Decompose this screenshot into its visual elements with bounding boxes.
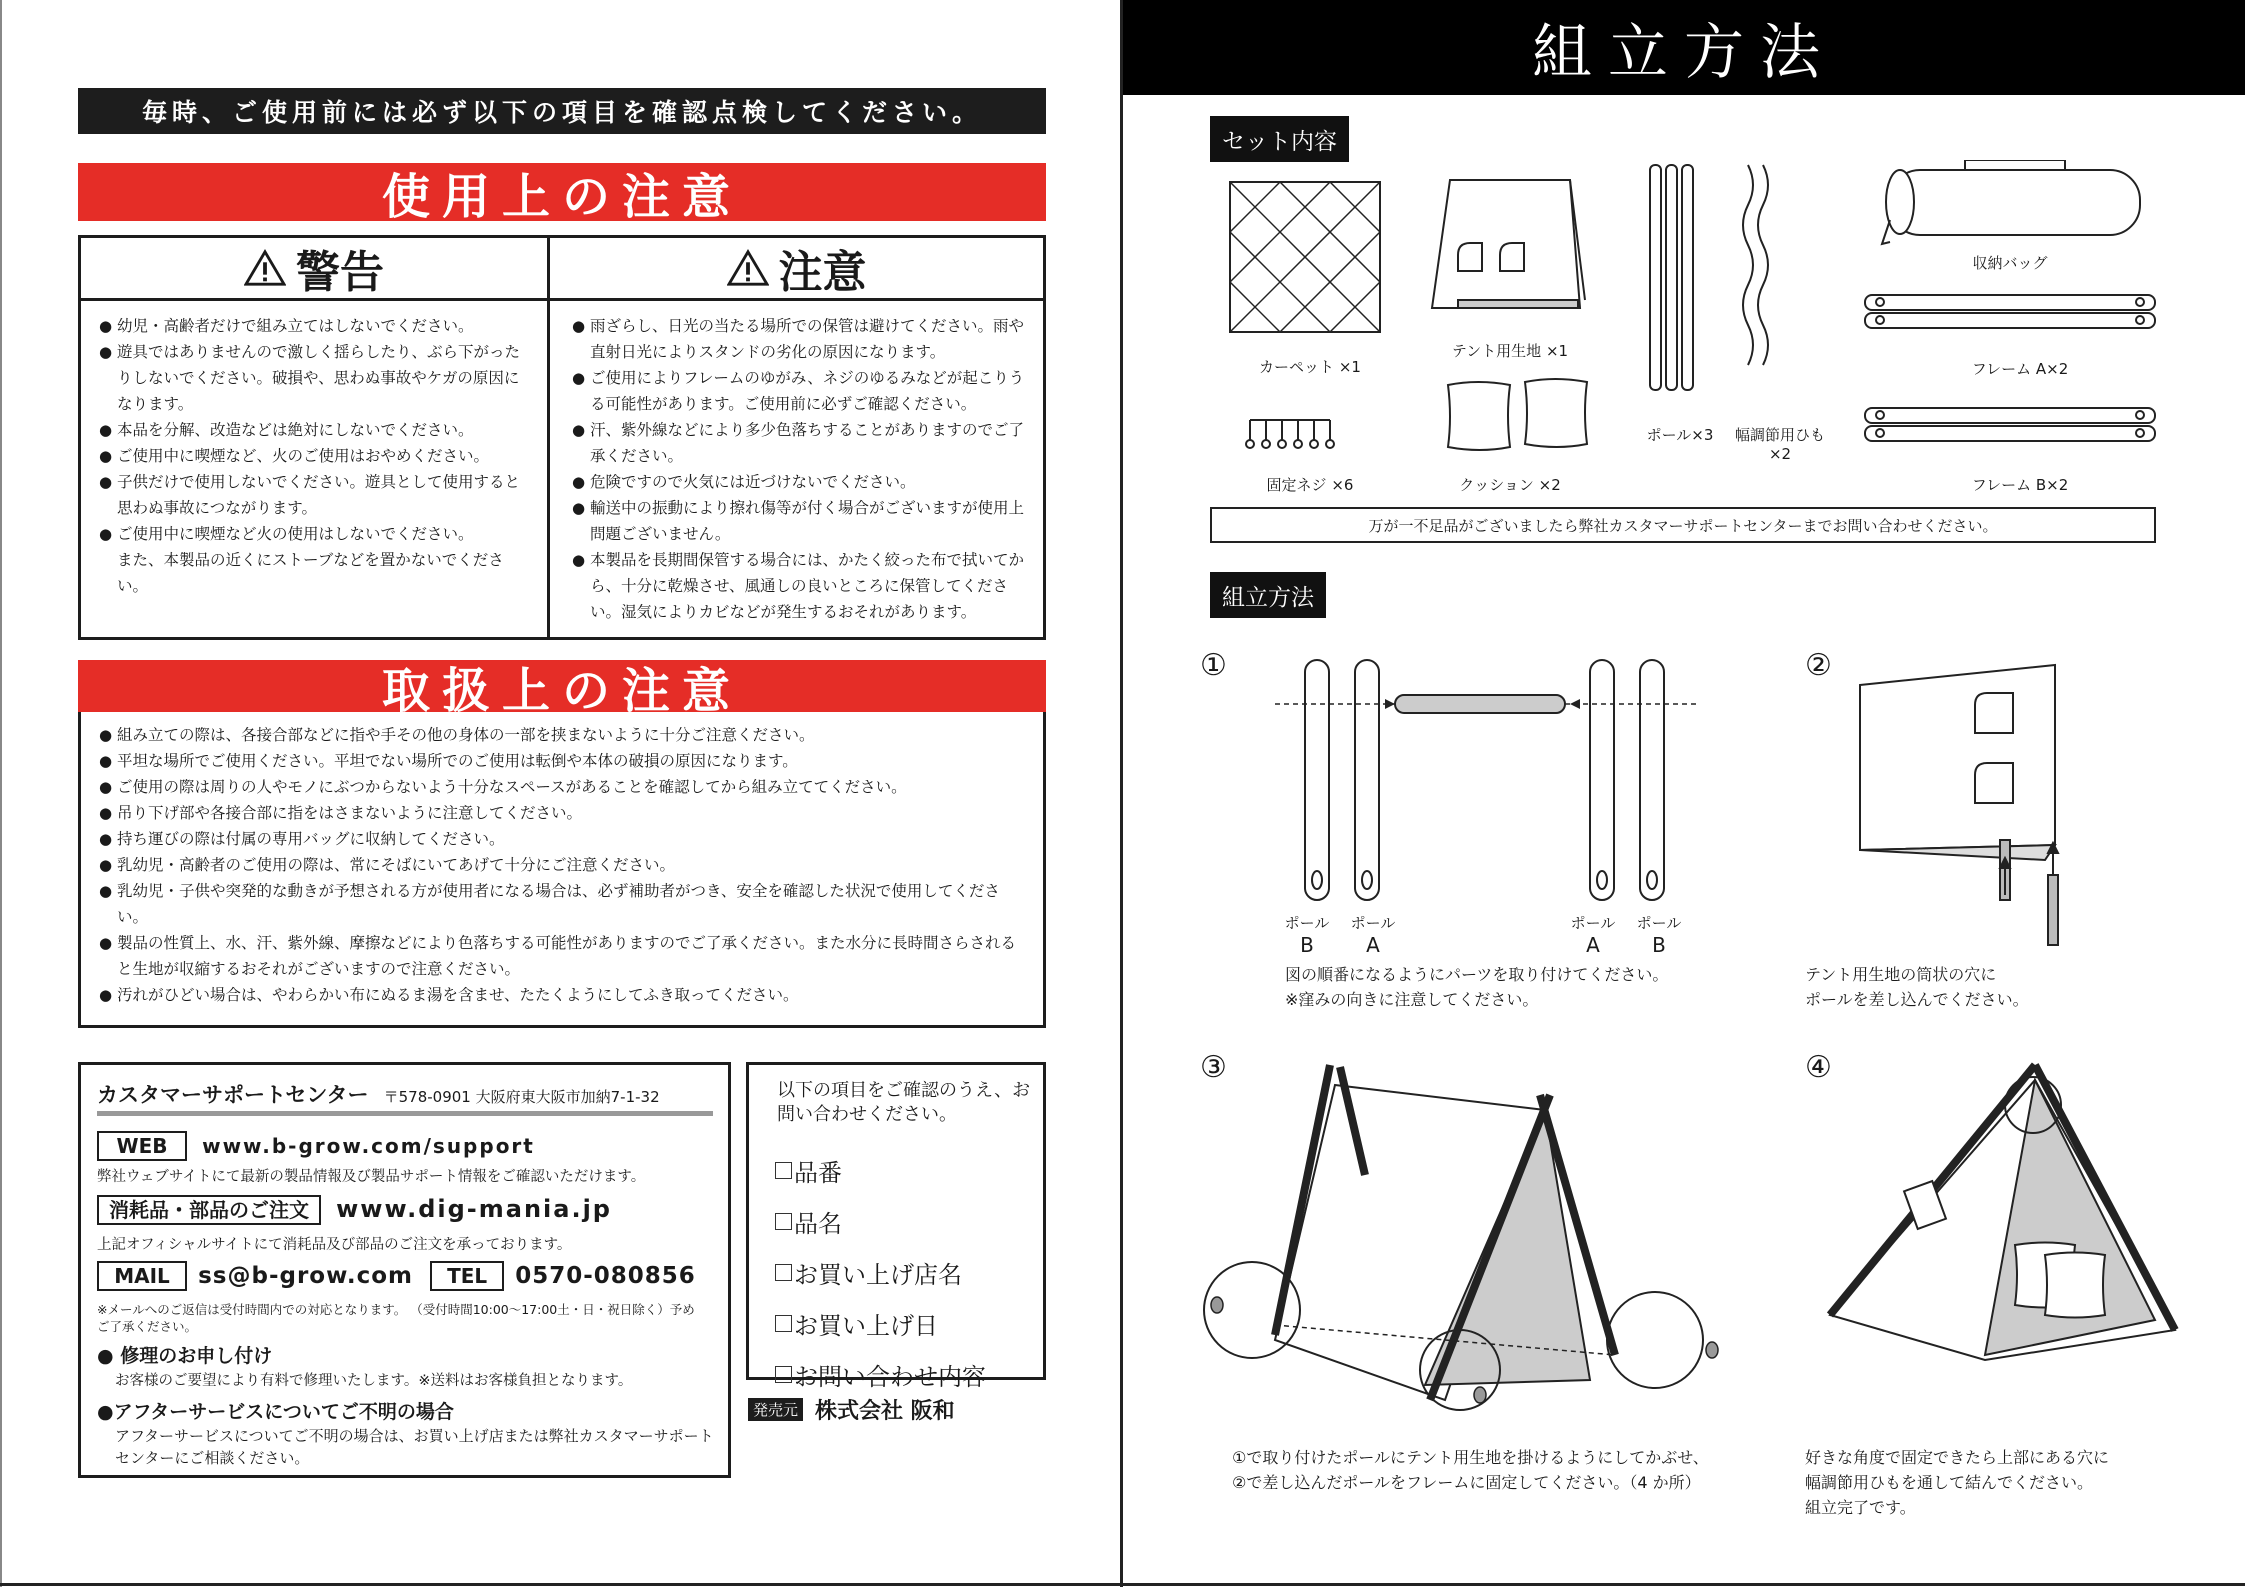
warning-column — [81, 238, 547, 599]
list-item: ● 危険ですので火気には近づけないでください。 — [572, 469, 1029, 495]
strings-illustration — [1743, 165, 1768, 365]
support-center-title: カスタマーサポートセンター — [97, 1083, 369, 1107]
warning-heading-text: 警告 — [296, 247, 384, 298]
step-3-number: ③ — [1200, 1050, 1227, 1085]
checklist-label: お問い合わせ内容 — [794, 1363, 986, 1391]
checkbox-icon — [775, 1366, 792, 1383]
seller-tag: 発売元 — [748, 1398, 803, 1421]
list-item: ● 吊り下げ部や各接合部に指をはさまないように注意してください。 — [99, 800, 1029, 826]
string-label: 幅調節用ひも×2 — [1734, 426, 1825, 463]
list-item: ● ご使用中に喫煙など、火のご使用はおやめください。 — [99, 443, 533, 469]
parts-row — [97, 1195, 612, 1225]
support-contact-box — [78, 1062, 731, 1478]
tent-fabric-label: テント用生地 ×1 — [1451, 342, 1569, 360]
step-2-diagram — [1855, 660, 2075, 950]
mail-note: ※メールへのご返信は受付時間内での対応となります。 （受付時間10:00〜17:00土・日・祝日除く）予めご了承ください。 — [97, 1302, 695, 1334]
checklist — [775, 1153, 986, 1408]
assembly-tag: 組立方法 — [1210, 572, 1326, 618]
parts-order-tag: 消耗品・部品のご注文 — [97, 1195, 321, 1225]
checklist-label: お買い上げ店名 — [794, 1261, 962, 1289]
web-url[interactable]: www.b-grow.com/support — [202, 1134, 535, 1158]
list-item: ● ご使用によりフレームのゆがみ、ネジのゆるみなどが起こりうる可能性があります。ご使用前に必ずご確認ください。 — [572, 365, 1029, 417]
step-3-diagram — [1195, 1055, 1735, 1415]
list-item: ● 持ち運びの際は付属の専用バッグに収納してください。 — [99, 826, 1029, 852]
step-4-number: ④ — [1805, 1050, 1832, 1085]
checklist-item — [775, 1357, 986, 1392]
pole-label: ポール×3 — [1646, 426, 1714, 444]
checklist-item — [775, 1204, 986, 1239]
list-item: ● 輸送中の振動により擦れ傷等が付く場合がございますが使用上問題ございません。 — [572, 495, 1029, 547]
caution-list — [550, 301, 1043, 625]
bottom-border — [0, 1583, 2245, 1586]
contact-header — [97, 1079, 717, 1109]
support-address: 〒578-0901 大阪府東大阪市加納7-1-32 — [383, 1088, 660, 1106]
warning-list — [81, 301, 547, 599]
checklist-intro: 以下の項目をご確認のうえ、お問い合わせください。 — [777, 1080, 1031, 1125]
tel-number[interactable]: 0570-080856 — [515, 1263, 696, 1289]
list-item: ● 乳幼児・高齢者のご使用の際は、常にそばにいてあげて十分にご注意ください。 — [99, 852, 1029, 878]
usage-title: 使用上の注意 — [78, 163, 1046, 221]
handling-list — [81, 712, 1043, 1008]
list-item: ● 組み立ての際は、各接合部などに指や手その他の身体の一部を挟まないように十分ご注意ください。 — [99, 722, 1029, 748]
list-item: ● 汚れがひどい場合は、やわらかい布にぬるま湯を含ませ、たたくようにしてふき取ってください。 — [99, 982, 1029, 1008]
carpet-illustration — [1230, 182, 1380, 332]
checkbox-icon — [775, 1213, 792, 1230]
warning-triangle-icon — [244, 249, 286, 287]
poles-illustration — [1650, 165, 1693, 390]
list-item-continuation: また、本製品の近くにストーブなどを置かないでください。 — [117, 551, 504, 595]
step-1-diagram — [1260, 655, 1710, 915]
checklist-label: お買い上げ日 — [794, 1312, 938, 1340]
mail-address[interactable]: ss@b-grow.com — [198, 1263, 414, 1289]
list-item: ● ご使用の際は周りの人やモノにぶつからないよう十分なスペースがあることを確認してから組み立ててください。 — [99, 774, 1029, 800]
parts-note: 上記オフィシャルサイトにて消耗品及び部品のご注文を承っております。 — [97, 1237, 572, 1253]
frame-b-illustration — [1865, 408, 2155, 441]
list-item: ● 遊具ではありませんので激しく揺らしたり、ぶら下がったりしないでください。破損や、思わぬ事故やケガの原因になります。 — [99, 339, 533, 417]
list-item: ● 子供だけで使用しないでください。遊具として使用すると思わぬ事故につながります。 — [99, 469, 533, 521]
set-contents-tag: セット内容 — [1210, 116, 1349, 162]
seller-row — [748, 1394, 955, 1425]
handling-title: 取扱上の注意 — [78, 660, 1046, 712]
step-1-instructions: 図の順番になるようにパーツを取り付けてください。 ※窪みの向きに注意してください。 — [1285, 965, 1669, 1009]
list-item: ● 本製品を長期間保管する場合には、かたく絞った布で拭いてから、十分に乾燥させ、風通しの良いところに保管してください。湿気によりカビなどが発生するおそれがあります。 — [572, 547, 1029, 625]
tel-tag: TEL — [430, 1261, 504, 1291]
frame-b-label: フレーム B×2 — [1971, 476, 2069, 494]
list-item: ● 本品を分解、改造などは絶対にしないでください。 — [99, 417, 533, 443]
repair-title: ● 修理のお申し付け — [97, 1345, 273, 1367]
pole-b-right-label: ポール B — [1636, 914, 1682, 957]
contact-rule — [97, 1111, 713, 1116]
handling-box — [78, 660, 1046, 1028]
list-item: ● 汗、紫外線などにより多少色落ちすることがありますのでご了承ください。 — [572, 417, 1029, 469]
parts-illustration — [1200, 160, 2210, 500]
checklist-item — [775, 1255, 986, 1290]
screw-label: 固定ネジ ×6 — [1266, 476, 1354, 494]
bag-label: 収納バッグ — [1972, 254, 2048, 272]
frame-a-illustration — [1865, 295, 2155, 328]
list-item: ● 幼児・高齢者だけで組み立てはしないでください。 — [99, 313, 533, 339]
caution-triangle-icon — [727, 249, 769, 287]
list-item: ● 乳幼児・子供や突発的な動きが予想される方が使用者になる場合は、必ず補助者がつき、安全を確認した状況で使用してください。 — [99, 878, 1029, 930]
checkbox-icon — [775, 1315, 792, 1332]
step-2-instructions: テント用生地の筒状の穴に ポールを差し込んでください。 — [1805, 965, 2029, 1009]
missing-parts-note: 万が一不足品がございましたら弊社カスタマーサポートセンターまでお問い合わせください。 — [1210, 507, 2156, 543]
checkbox-icon — [775, 1162, 792, 1179]
checkbox-icon — [775, 1264, 792, 1281]
frame-a-label: フレーム A×2 — [1971, 360, 2069, 378]
step-4-instructions: 好きな角度で固定できたら上部にある穴に 幅調節用ひもを通して結んでください。 組立完了です。 — [1805, 1448, 2110, 1517]
usage-box — [78, 235, 1046, 640]
checklist-label: 品番 — [794, 1159, 842, 1187]
inquiry-checklist-box — [746, 1062, 1046, 1391]
page-divider — [1120, 0, 1123, 1587]
seller-name: 株式会社 阪和 — [815, 1399, 955, 1424]
mail-tag: MAIL — [97, 1261, 187, 1291]
after-service-title: ●アフターサービスについてご不明の場合 — [97, 1401, 454, 1423]
web-tag: WEB — [97, 1131, 187, 1161]
caution-column — [550, 238, 1043, 625]
checklist-item — [775, 1153, 986, 1188]
web-row — [97, 1131, 535, 1161]
tent-fabric-illustration — [1432, 180, 1585, 308]
checklist-item — [775, 1306, 986, 1341]
step-2-number: ② — [1805, 648, 1832, 683]
cushions-illustration — [1448, 379, 1587, 450]
top-notice: 毎時、ご使用前には必ず以下の項目を確認点検してください。 — [78, 88, 1046, 134]
cushion-label: クッション ×2 — [1459, 476, 1561, 494]
step-1-number: ① — [1200, 648, 1227, 683]
after-service-text: アフターサービスについてご不明の場合は、お買い上げ店または弊社カスタマーサポートセンターにご相談ください。 — [115, 1427, 714, 1467]
page-edge — [0, 0, 2, 1587]
list-item: ● 製品の性質上、水、汗、紫外線、摩擦などにより色落ちする可能性がありますのでご了承ください。また水分に長時間さらされると生地が収縮するおそれがございますので注意ください。 — [99, 930, 1029, 982]
assembly-page-title: 組立方法 — [1123, 0, 2245, 95]
pole-a-left-label: ポール A — [1350, 914, 1396, 957]
pole-b-left-label: ポール B — [1284, 914, 1330, 957]
mail-tel-row — [97, 1261, 696, 1291]
web-note: 弊社ウェブサイトにて最新の製品情報及び製品サポート情報をご確認いただけます。 — [97, 1169, 646, 1185]
list-item: ● 雨ざらし、日光の当たる場所での保管は避けてください。雨や直射日光によりスタンドの劣化の原因になります。 — [572, 313, 1029, 365]
list-item: ● ご使用中に喫煙など火の使用はしないでください。 — [99, 521, 533, 547]
step-4-diagram — [1815, 1055, 2195, 1375]
warning-heading — [81, 238, 547, 301]
repair-text: お客様のご要望により有料で修理いたします。※送料はお客様負担となります。 — [115, 1373, 633, 1389]
screws-illustration — [1246, 420, 1334, 448]
caution-heading-text: 注意 — [778, 247, 867, 298]
checklist-label: 品名 — [794, 1210, 842, 1238]
caution-heading — [550, 238, 1043, 301]
pole-a-right-label: ポール A — [1570, 914, 1616, 957]
step-3-instructions: ①で取り付けたポールにテント用生地を掛けるようにしてかぶせ、 ②で差し込んだポールをフレームに固定してください。（4 か所） — [1232, 1448, 1709, 1492]
carpet-label: カーペット ×1 — [1259, 358, 1361, 376]
list-item: ● 平坦な場所でご使用ください。平坦でない場所でのご使用は転倒や本体の破損の原因になります。 — [99, 748, 1029, 774]
parts-url[interactable]: www.dig-mania.jp — [336, 1195, 612, 1223]
